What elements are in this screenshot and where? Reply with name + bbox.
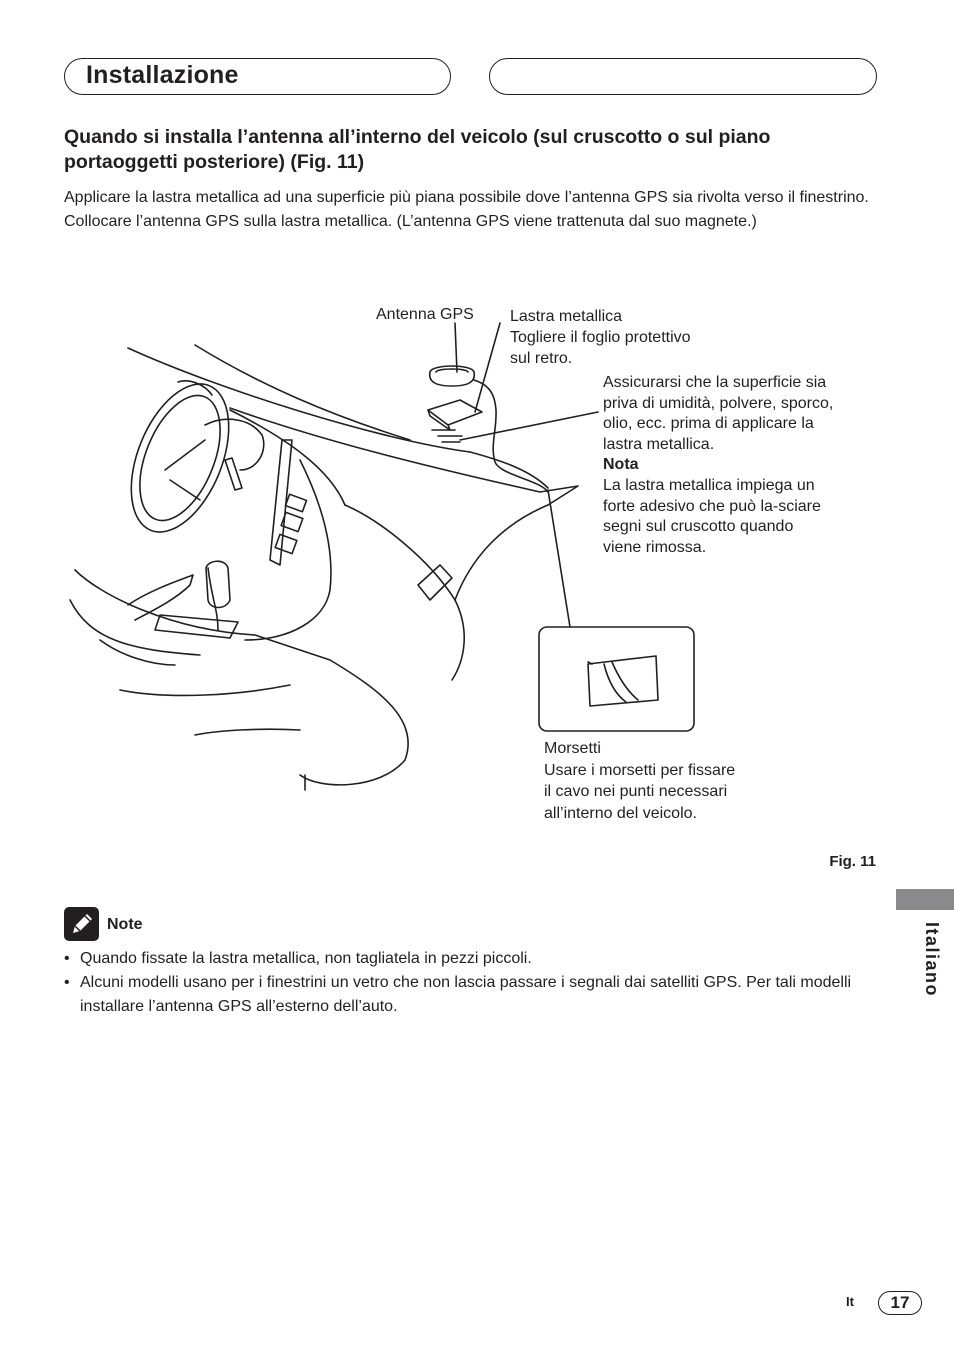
note-title: Note bbox=[107, 916, 143, 933]
label-surface bbox=[603, 373, 833, 558]
label-line: priva di umidità, polvere, sporco, bbox=[603, 394, 834, 412]
page-title: Installazione bbox=[86, 61, 239, 89]
language-tab bbox=[896, 889, 954, 910]
label-line: Usare i morsetti per fissare bbox=[544, 761, 736, 779]
body-paragraph: Applicare la lastra metallica ad una superficie più piana possibile dove l’antenna GPS sia rivolta verso il finestrino. Collocare l’antenna GPS sulla lastra metallica. (L’antenna GPS viene trattenuta dal suo magnete.) bbox=[64, 189, 869, 230]
label-line: Lastra metallica bbox=[510, 308, 623, 325]
section-title-box bbox=[64, 58, 451, 95]
label-gps-antenna: Antenna GPS bbox=[376, 306, 474, 323]
label-line: La lastra metallica impiega un bbox=[603, 476, 815, 494]
label-clamps bbox=[544, 738, 735, 825]
page-number: 17 bbox=[878, 1291, 922, 1315]
label-metal-plate bbox=[510, 306, 691, 369]
note-item-text: Alcuni modelli usano per i finestrini un vetro che non lascia passare i segnali dai satelliti GPS. Per tali modelli installare l’antenna GPS all’esterno dell’auto. bbox=[80, 974, 852, 1015]
note-list bbox=[64, 947, 864, 1019]
label-line: viene rimossa. bbox=[603, 538, 707, 556]
figure-11 bbox=[0, 290, 954, 850]
bullet: • bbox=[64, 974, 70, 991]
label-line: all’interno del veicolo. bbox=[544, 805, 697, 823]
language-label: Italiano bbox=[922, 922, 942, 998]
list-item bbox=[64, 971, 864, 1019]
label-line: lastra metallica. bbox=[603, 435, 715, 453]
label-line: olio, ecc. prima di applicare la bbox=[603, 415, 814, 433]
label-line: sul retro. bbox=[510, 350, 573, 367]
label-line: Togliere il foglio protettivo bbox=[510, 329, 691, 346]
label-line: forte adesivo che può la-sciare bbox=[603, 497, 821, 515]
nota-title: Nota bbox=[603, 456, 639, 474]
bullet: • bbox=[64, 950, 70, 967]
figure-caption: Fig. 11 bbox=[829, 853, 876, 870]
header-right-box bbox=[489, 58, 877, 95]
page-language-code: It bbox=[846, 1294, 854, 1309]
pencil-icon bbox=[64, 907, 99, 941]
label-line: Morsetti bbox=[544, 740, 601, 757]
label-line: il cavo nei punti necessari bbox=[544, 783, 728, 801]
label-line: segni sul cruscotto quando bbox=[603, 518, 794, 536]
section-heading: Quando si installa l’antenna all’interno del veicolo (sul cruscotto o sul piano portaoggetti posteriore) (Fig. 11) bbox=[64, 126, 771, 173]
label-line: Assicurarsi che la superficie sia bbox=[603, 374, 827, 391]
list-item bbox=[64, 947, 864, 971]
note-item-text: Quando fissate la lastra metallica, non tagliatela in pezzi piccoli. bbox=[80, 950, 532, 967]
